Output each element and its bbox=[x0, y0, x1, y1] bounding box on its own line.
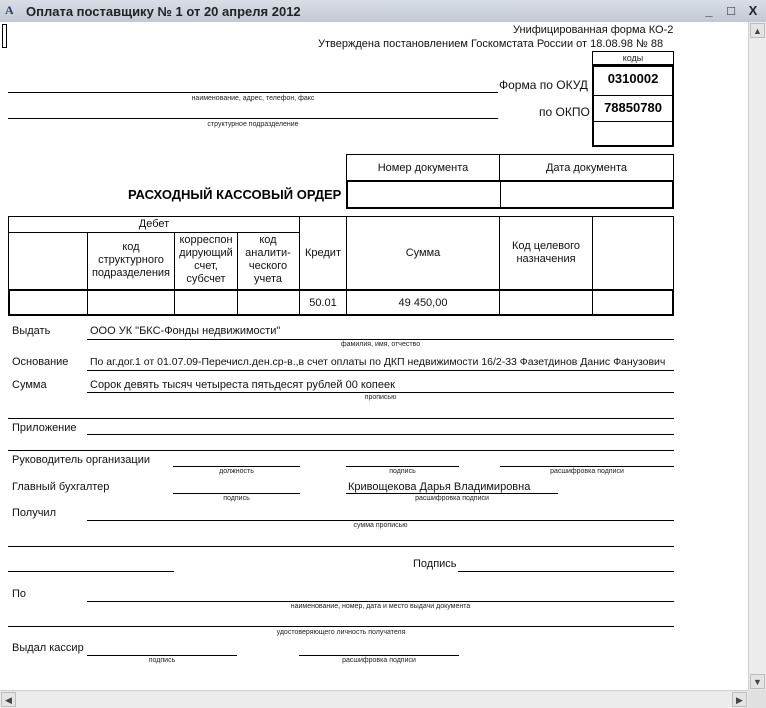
chief-signature-caption: подпись bbox=[223, 495, 250, 502]
col-divider bbox=[237, 232, 238, 289]
amount-value: Сорок девять тысяч четыреста пятьдесят рублей 00 копеек bbox=[90, 379, 395, 391]
app-icon: A bbox=[5, 3, 14, 17]
form-header-line2: Утверждена постановлением Госкомстата России от 18.08.98 № 88 bbox=[318, 38, 664, 50]
col-divider bbox=[499, 217, 500, 289]
cashier-label: Выдал кассир bbox=[12, 642, 84, 654]
amount-line-2 bbox=[8, 418, 674, 419]
row-divider bbox=[87, 291, 88, 314]
doc-value-box bbox=[346, 180, 674, 209]
doc-title: РАСХОДНЫЙ КАССОВЫЙ ОРДЕР bbox=[128, 187, 342, 202]
okud-label: Форма по ОКУД bbox=[499, 78, 588, 92]
chief-name: Кривощекова Дарья Владимировна bbox=[348, 481, 531, 493]
received-label: Получил bbox=[12, 507, 56, 519]
debit-header: Дебет bbox=[138, 218, 170, 230]
debit-underline bbox=[9, 232, 299, 233]
codes-divider bbox=[594, 95, 672, 96]
okpo-value: 78850780 bbox=[604, 100, 662, 115]
col-divider bbox=[87, 232, 88, 289]
row-sum: 49 450,00 bbox=[398, 297, 448, 309]
chief-accountant-label: Главный бухгалтер bbox=[12, 481, 110, 493]
document-caption: наименование, номер, дата и место выдачи документа bbox=[290, 603, 471, 610]
text-cursor bbox=[2, 24, 7, 48]
doc-number-header: Номер документа bbox=[377, 162, 469, 174]
col-divider bbox=[592, 217, 593, 289]
codes-header bbox=[592, 51, 674, 65]
basis-label: Основание bbox=[12, 356, 69, 368]
order-table-row bbox=[8, 289, 674, 316]
col-sum: Сумма bbox=[405, 247, 441, 259]
amount-label: Сумма bbox=[12, 379, 47, 391]
row-divider bbox=[237, 291, 238, 314]
vertical-scrollbar[interactable] bbox=[748, 22, 766, 690]
attachment-line bbox=[87, 434, 674, 435]
attachment-label: Приложение bbox=[12, 422, 77, 434]
division-caption: структурное подразделение bbox=[207, 121, 299, 128]
window-title: Оплата поставщику № 1 от 20 апреля 2012 bbox=[26, 4, 301, 19]
scroll-down-icon[interactable]: ▼ bbox=[750, 674, 765, 689]
doc-date-header: Дата документа bbox=[545, 162, 628, 174]
row-divider bbox=[592, 291, 593, 314]
scroll-corner bbox=[748, 690, 766, 708]
basis-line bbox=[87, 370, 674, 371]
codes-label: коды bbox=[622, 53, 644, 63]
col-division-code: код структурного подразделения bbox=[91, 241, 171, 279]
received-signature-line bbox=[458, 571, 674, 572]
scroll-up-icon[interactable]: ▲ bbox=[750, 23, 765, 38]
signature-label: Подпись bbox=[413, 558, 457, 570]
chief-signature-line bbox=[173, 493, 300, 494]
division-line bbox=[8, 118, 498, 119]
title-bar bbox=[0, 0, 766, 23]
org-caption: наименование, адрес, телефон, факс bbox=[191, 95, 315, 102]
by-label: По bbox=[12, 588, 27, 600]
row-credit: 50.01 bbox=[309, 297, 337, 309]
date-line bbox=[8, 571, 174, 572]
col-corr-account: корреспон дирующий счет, субсчет bbox=[179, 234, 233, 285]
cashier-decode-line bbox=[299, 655, 459, 656]
signature-line bbox=[346, 466, 459, 467]
col-purpose: Код целевого назначения bbox=[512, 240, 580, 265]
codes-box bbox=[592, 65, 674, 147]
document-line bbox=[87, 601, 674, 602]
close-button[interactable]: X bbox=[748, 3, 758, 18]
issue-label: Выдать bbox=[12, 325, 51, 337]
order-table-header bbox=[8, 216, 674, 290]
scroll-left-icon[interactable]: ◀ bbox=[1, 692, 16, 707]
col-credit: Кредит bbox=[304, 247, 341, 259]
amount-caption: прописью bbox=[364, 394, 397, 401]
minimize-button[interactable]: _ bbox=[705, 3, 713, 18]
doc-value-divider bbox=[500, 182, 501, 207]
maximize-button[interactable]: □ bbox=[727, 3, 735, 18]
signature-decode-caption: расшифровка подписи bbox=[550, 468, 624, 475]
attachment-line-2 bbox=[8, 450, 674, 451]
position-caption: должность bbox=[219, 468, 254, 475]
issue-line bbox=[87, 339, 674, 340]
signature-decode-line bbox=[500, 466, 674, 467]
col-divider bbox=[174, 232, 175, 289]
col-analytic-code: код аналити-ческого учета bbox=[245, 234, 291, 285]
cashier-decode-caption: расшифровка подписи bbox=[342, 657, 416, 664]
row-divider bbox=[499, 291, 500, 314]
basis-value: По аг.дог.1 от 01.07.09-Перечисл.ден.ср-в.,в счет оплаты по ДКП недвижимости 16/2-33 Фазетдинов Данис Фанузович bbox=[90, 356, 666, 368]
okpo-label: по ОКПО bbox=[539, 105, 590, 119]
issue-caption: фамилия, имя, отчество bbox=[340, 341, 421, 348]
scroll-right-icon[interactable]: ▶ bbox=[732, 692, 747, 707]
chief-decode-caption: расшифровка подписи bbox=[415, 495, 489, 502]
received-line-2 bbox=[8, 546, 674, 547]
cashier-signature-caption: подпись bbox=[148, 657, 176, 664]
position-line bbox=[173, 466, 300, 467]
issue-value: ООО УК "БКС-Фонды недвижимости" bbox=[90, 325, 281, 337]
org-line bbox=[8, 92, 498, 93]
cashier-signature-line bbox=[87, 655, 237, 656]
identity-line bbox=[8, 626, 674, 627]
chief-decode-line bbox=[346, 493, 558, 494]
amount-line bbox=[87, 392, 674, 393]
amount-words-caption: сумма прописью bbox=[353, 522, 408, 529]
identity-caption: удостоверяющего личность получателя bbox=[276, 629, 406, 636]
codes-divider bbox=[594, 121, 672, 122]
horizontal-scrollbar[interactable] bbox=[0, 690, 748, 708]
doc-header-box bbox=[346, 154, 674, 181]
document-area bbox=[0, 22, 748, 690]
form-header-line1: Унифицированная форма КО-2 bbox=[513, 24, 674, 36]
okud-value: 0310002 bbox=[607, 71, 659, 86]
received-line bbox=[87, 520, 674, 521]
row-divider bbox=[174, 291, 175, 314]
signature-caption: подпись bbox=[389, 468, 416, 475]
head-label: Руководитель организации bbox=[12, 454, 151, 466]
